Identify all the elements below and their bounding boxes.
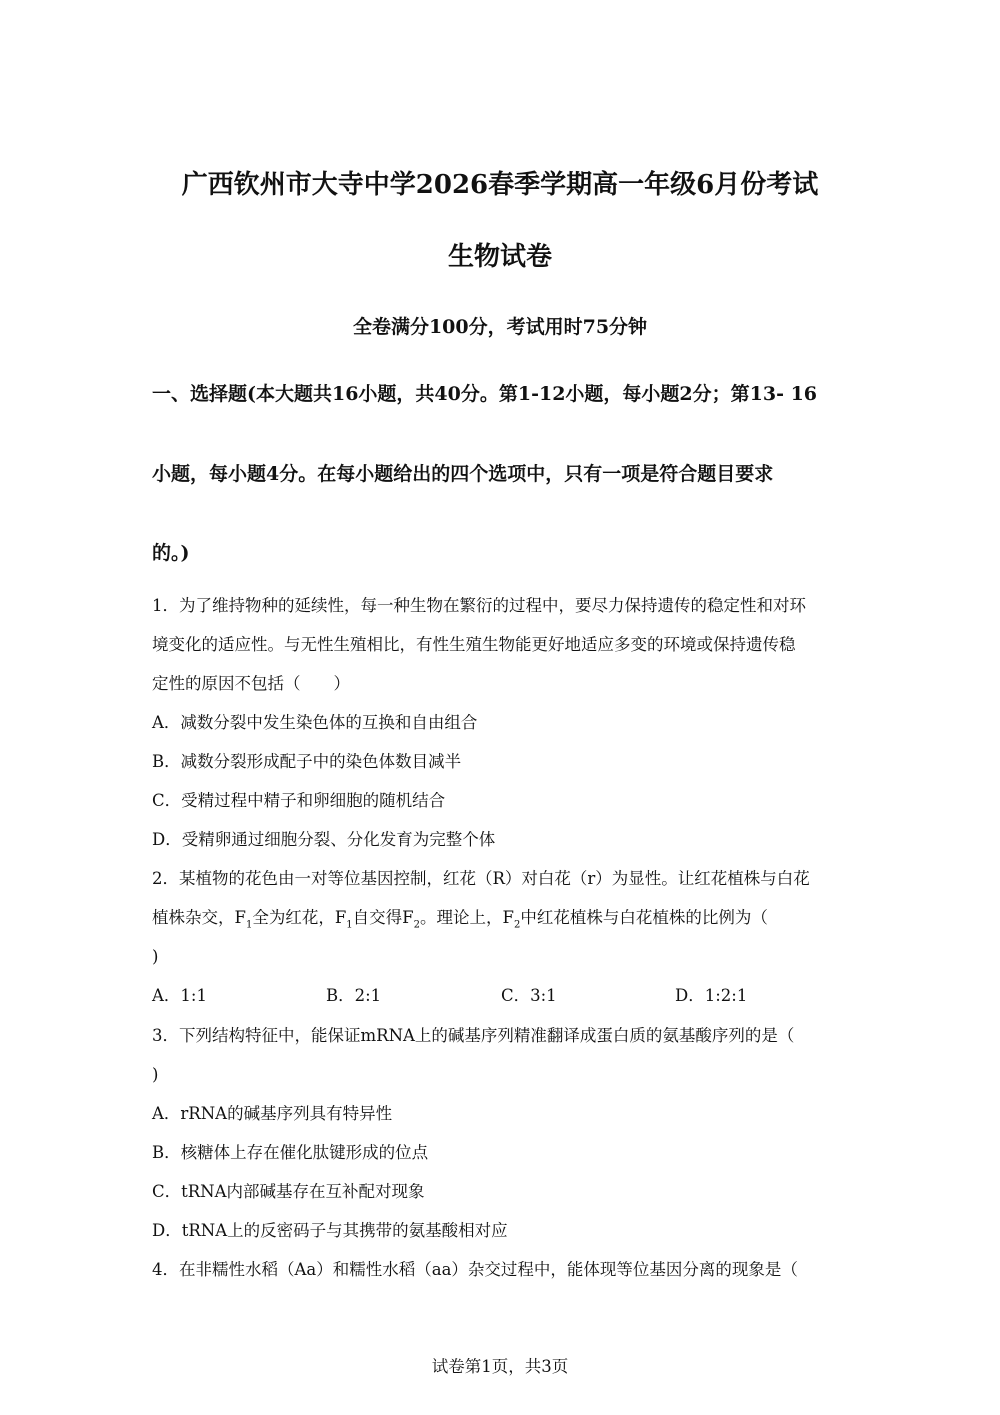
question-2-line1: 2．某植物的花色由一对等位基因控制，红花（R）对白花（r）为显性。让红花植株与白花 (152, 869, 810, 888)
page-footer: 试卷第1页，共3页 (431, 1357, 569, 1376)
question-1-option-a: A．减数分裂中发生染色体的互换和自由组合 (152, 713, 478, 732)
q2-text-d: 。理论上，F (419, 908, 514, 927)
q2-sub-2: 1 (346, 919, 353, 931)
question-1-option-d: D．受精卵通过细胞分裂、分化发育为完整个体 (152, 830, 496, 849)
question-3-option-d: D．tRNA上的反密码子与其携带的氨基酸相对应 (152, 1221, 508, 1240)
question-2-option-b: B．2:1 (326, 986, 382, 1005)
q2-sub-1: 1 (245, 919, 253, 931)
section-heading-line1: 一、选择题(本大题共16小题，共40分。第1-12小题，每小题2分；第13- 16 (152, 383, 818, 405)
section-heading-line2: 小题，每小题4分。在每小题给出的四个选项中，只有一项是符合题目要求 (152, 463, 774, 485)
question-1-option-c: C．受精过程中精子和卵细胞的随机结合 (152, 791, 446, 810)
q2-text-b: 全为红花，F (252, 908, 347, 927)
q2-text-c: 自交得F (352, 908, 414, 927)
question-2-option-a: A．1:1 (152, 986, 207, 1005)
question-3-option-a: A．rRNA的碱基序列具有特异性 (152, 1104, 393, 1123)
question-3-line1: 3．下列结构特征中，能保证mRNA上的碱基序列精准翻译成蛋白质的氨基酸序列的是（ (152, 1026, 795, 1045)
q2-sub-4: 2 (513, 919, 521, 931)
section-heading-line3: 的。) (152, 542, 190, 564)
question-2-line2 (152, 906, 852, 937)
question-3-option-c: C．tRNA内部碱基存在互补配对现象 (152, 1182, 425, 1201)
exam-subtitle: 全卷满分100分，考试用时75分钟 (352, 316, 648, 338)
question-2-option-c: C．3:1 (501, 986, 557, 1005)
question-1-option-b: B．减数分裂形成配子中的染色体数目减半 (152, 752, 462, 771)
exam-title-line2: 生物试卷 (447, 242, 552, 272)
q2-text-e: 中红花植株与白花植株的比例为（ (520, 908, 768, 927)
q2-sub-3: 2 (413, 919, 420, 931)
question-3-option-b: B．核糖体上存在催化肽键形成的位点 (152, 1143, 429, 1162)
question-4-line1: 4．在非糯性水稻（Aa）和糯性水稻（aa）杂交过程中，能体现等位基因分离的现象是（ (152, 1260, 798, 1279)
exam-title-line1: 广西钦州市大寺中学2026春季学期高一年级6月份考试 (181, 170, 819, 200)
question-2-option-d: D．1:2:1 (675, 986, 748, 1005)
question-1-line3: 定性的原因不包括（ ） (152, 674, 350, 693)
question-2-line3: ) (152, 947, 159, 966)
question-3-line2: ) (152, 1065, 159, 1084)
q2-text-a: 植株杂交，F (152, 908, 246, 927)
question-1-line1: 1．为了维持物种的延续性，每一种生物在繁衍的过程中，要尽力保持遗传的稳定性和对环 (152, 596, 806, 615)
question-1-line2: 境变化的适应性。与无性生殖相比，有性生殖生物能更好地适应多变的环境或保持遗传稳 (152, 635, 796, 654)
